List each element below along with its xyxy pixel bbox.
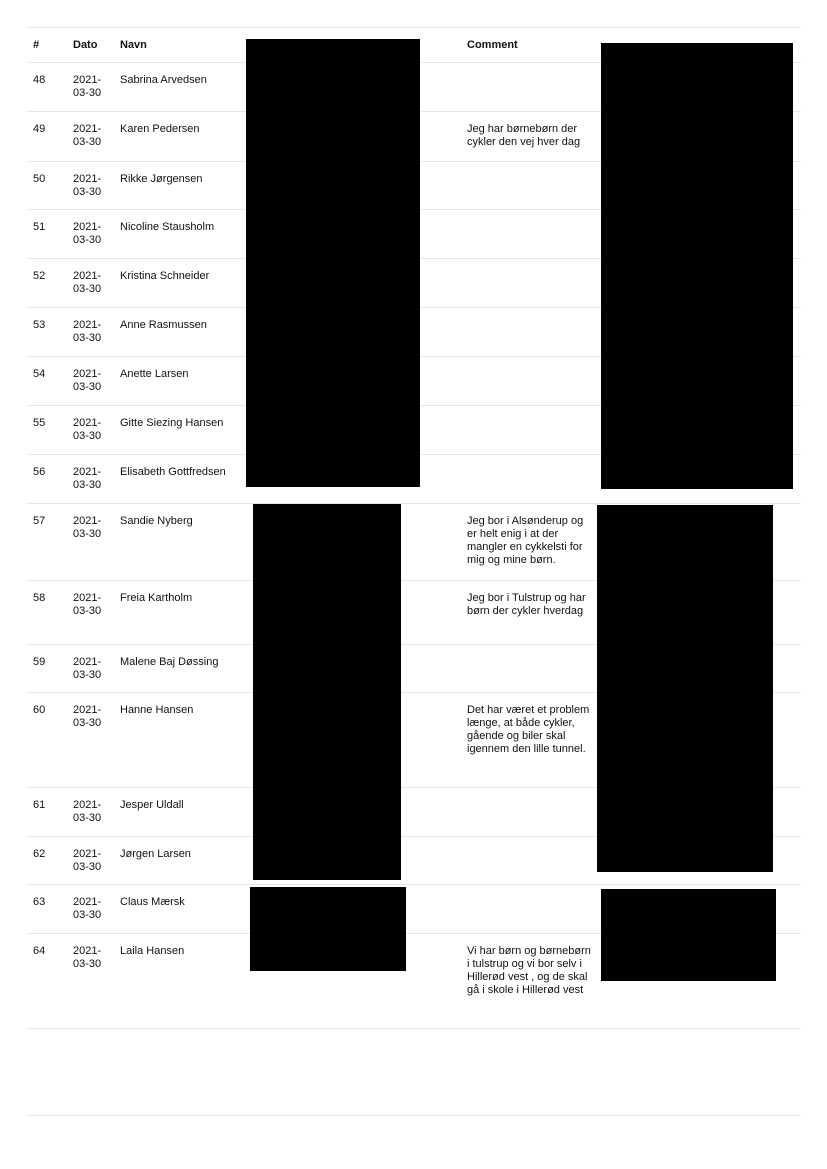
header-date: Dato <box>67 28 114 62</box>
cell-num: 57 <box>27 503 67 580</box>
cell-comment <box>461 405 598 454</box>
cell-comment: Jeg bor i Tulstrup og har børn der cykler hverdag <box>461 580 598 644</box>
cell-comment <box>461 787 598 836</box>
cell-num: 52 <box>27 258 67 307</box>
cell-date: 2021-03-30 <box>67 454 114 503</box>
cell-name: Elisabeth Gottfredsen <box>114 454 246 503</box>
cell-name: Sandie Nyberg <box>114 503 246 580</box>
cell-num: 63 <box>27 884 67 933</box>
cell-name: Jørgen Larsen <box>114 836 246 884</box>
header-name: Navn <box>114 28 246 62</box>
cell-name: Hanne Hansen <box>114 692 246 787</box>
cell-name: Karen Pedersen <box>114 111 246 161</box>
cell-num: 49 <box>27 111 67 161</box>
cell-date: 2021-03-30 <box>67 933 114 1028</box>
cell-name: Malene Baj Døssing <box>114 644 246 692</box>
cell-date: 2021-03-30 <box>67 111 114 161</box>
cell-name: Claus Mærsk <box>114 884 246 933</box>
cell-name: Rikke Jørgensen <box>114 161 246 209</box>
cell-date: 2021-03-30 <box>67 503 114 580</box>
cell-num: 51 <box>27 209 67 258</box>
cell-num: 58 <box>27 580 67 644</box>
cell-num: 50 <box>27 161 67 209</box>
cell-comment <box>461 161 598 209</box>
cell-date: 2021-03-30 <box>67 580 114 644</box>
cell-num: 59 <box>27 644 67 692</box>
cell-name: Jesper Uldall <box>114 787 246 836</box>
redaction-block <box>246 39 420 487</box>
redaction-block <box>601 43 793 489</box>
redaction-block <box>601 889 776 981</box>
cell-date: 2021-03-30 <box>67 356 114 405</box>
cell-date: 2021-03-30 <box>67 307 114 356</box>
cell-comment: Jeg bor i Alsønderup og er helt enig i at der mangler en cykkelsti for mig og mine børn. <box>461 503 598 580</box>
cell-name: Gitte Siezing Hansen <box>114 405 246 454</box>
cell-comment: Jeg har børnebørn der cykler den vej hver dag <box>461 111 598 161</box>
cell-date: 2021-03-30 <box>67 258 114 307</box>
cell-comment <box>461 884 598 933</box>
redaction-block <box>253 504 401 880</box>
cell-comment <box>461 836 598 884</box>
cell-date: 2021-03-30 <box>67 884 114 933</box>
cell-date: 2021-03-30 <box>67 787 114 836</box>
cell-name: Anette Larsen <box>114 356 246 405</box>
redaction-block <box>597 505 773 872</box>
cell-num: 60 <box>27 692 67 787</box>
redaction-block <box>250 887 406 971</box>
cell-num: 62 <box>27 836 67 884</box>
cell-num: 55 <box>27 405 67 454</box>
cell-date: 2021-03-30 <box>67 692 114 787</box>
cell-comment <box>461 454 598 503</box>
cell-comment <box>461 307 598 356</box>
cell-num: 54 <box>27 356 67 405</box>
cell-date: 2021-03-30 <box>67 209 114 258</box>
cell-name: Anne Rasmussen <box>114 307 246 356</box>
cell-comment <box>461 356 598 405</box>
cell-comment: Vi har børn og børnebørn i tulstrup og vi bor selv i Hillerød vest , og de skal gå i skole i Hillerød vest <box>461 933 598 1028</box>
header-comment: Comment <box>461 28 598 62</box>
cell-name: Kristina Schneider <box>114 258 246 307</box>
cell-num: 61 <box>27 787 67 836</box>
cell-date: 2021-03-30 <box>67 161 114 209</box>
cell-date: 2021-03-30 <box>67 62 114 111</box>
cell-date: 2021-03-30 <box>67 405 114 454</box>
header-num: # <box>27 28 67 62</box>
cell-num: 48 <box>27 62 67 111</box>
cell-comment <box>461 258 598 307</box>
cell-name: Nicoline Stausholm <box>114 209 246 258</box>
cell-comment: Det har været et problem længe, at både cykler, gående og biler skal igennem den lille tunnel. <box>461 692 598 787</box>
cell-num: 53 <box>27 307 67 356</box>
cell-name: Freia Kartholm <box>114 580 246 644</box>
cell-name: Sabrina Arvedsen <box>114 62 246 111</box>
cell-num: 64 <box>27 933 67 1028</box>
cell-comment <box>461 209 598 258</box>
cell-name: Laila Hansen <box>114 933 246 1028</box>
cell-num: 56 <box>27 454 67 503</box>
cell-comment <box>461 644 598 692</box>
bottom-rule <box>27 1115 801 1116</box>
cell-date: 2021-03-30 <box>67 836 114 884</box>
cell-comment <box>461 62 598 111</box>
cell-date: 2021-03-30 <box>67 644 114 692</box>
